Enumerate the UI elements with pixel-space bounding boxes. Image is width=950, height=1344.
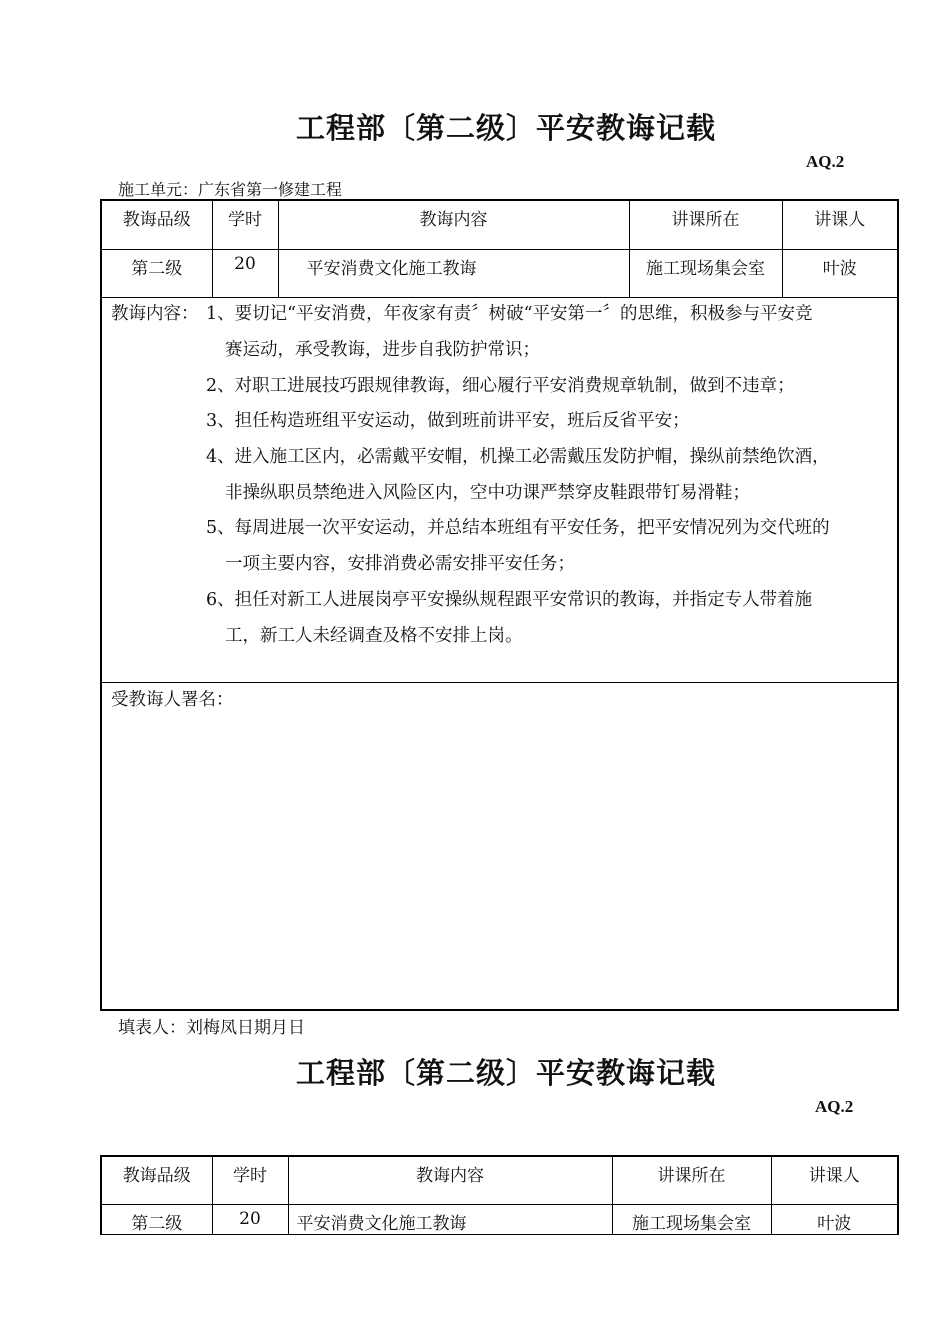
cell-level: 第二级 — [101, 1204, 212, 1234]
header-location: 讲课所在 — [629, 200, 782, 249]
signature-label: 受教诲人署名： — [111, 689, 234, 710]
page-title: 工程部〔第二级〕平安教诲记载 — [295, 111, 716, 145]
header-lecturer: 讲课人 — [782, 200, 898, 249]
content-line: 一项主要内容，安排消费必需安排平安任务； — [225, 553, 575, 574]
header-content: 教诲内容 — [278, 200, 629, 249]
content-line: 3、担任构造班组平安运动，做到班前讲平安，班后反省平安； — [206, 410, 690, 431]
content-line: 赛运动，承受教诲，进步自我防护常识； — [225, 339, 540, 360]
content-line: 6、担任对新工人进展岗亭平安操纵规程跟平安常识的教诲，并指定专人带着施 — [206, 589, 813, 610]
education-content-cell — [101, 297, 898, 682]
header-location: 讲课所在 — [612, 1156, 771, 1204]
cell-content: 平安消费文化施工教诲 — [288, 1204, 612, 1234]
header-level: 教诲品级 — [101, 200, 212, 249]
cell-lecturer: 叶波 — [782, 249, 898, 297]
header-hours: 学时 — [212, 200, 278, 249]
content-line: 工，新工人未经调查及格不安排上岗。 — [225, 625, 523, 646]
education-record-table-2 — [100, 1155, 899, 1235]
cell-level: 第二级 — [101, 249, 212, 297]
cell-lecturer: 叶波 — [771, 1204, 898, 1234]
cell-content: 平安消费文化施工教诲 — [278, 249, 629, 297]
header-level: 教诲品级 — [101, 1156, 212, 1204]
page-title-2: 工程部〔第二级〕平安教诲记载 — [295, 1056, 716, 1090]
cell-location: 施工现场集会室 — [629, 249, 782, 297]
content-line: 4、进入施工区内，必需戴平安帽，机操工必需戴压发防护帽，操纵前禁绝饮酒， — [206, 446, 830, 467]
content-line: 1、要切记“平安消费，年夜家有责〞树破“平安第一〞的思维，积极参与平安竞 — [206, 303, 813, 324]
signature-cell — [101, 682, 898, 1010]
form-filler: 填表人：刘梅凤日期月日 — [118, 1018, 305, 1038]
cell-location: 施工现场集会室 — [612, 1204, 771, 1234]
construction-unit: 施工单元：广东省第一修建工程 — [118, 180, 343, 199]
header-content: 教诲内容 — [288, 1156, 612, 1204]
content-line: 5、每周进展一次平安运动，并总结本班组有平安任务，把平安情况列为交代班的 — [206, 517, 830, 538]
header-lecturer: 讲课人 — [771, 1156, 898, 1204]
header-hours: 学时 — [212, 1156, 288, 1204]
cell-hours: 20 — [212, 1204, 288, 1234]
form-code: AQ.2 — [806, 152, 845, 171]
content-line: 非操纵职员禁绝进入风险区内，空中功课严禁穿皮鞋跟带钉易滑鞋； — [225, 482, 750, 503]
content-line: 2、对职工进展技巧跟规律教诲，细心履行平安消费规章轨制，做到不违章； — [206, 375, 795, 396]
form-code-2: AQ.2 — [815, 1097, 854, 1116]
education-record-table — [100, 199, 899, 1011]
cell-hours: 20 — [212, 249, 278, 297]
content-label: 教诲内容： — [111, 303, 199, 324]
